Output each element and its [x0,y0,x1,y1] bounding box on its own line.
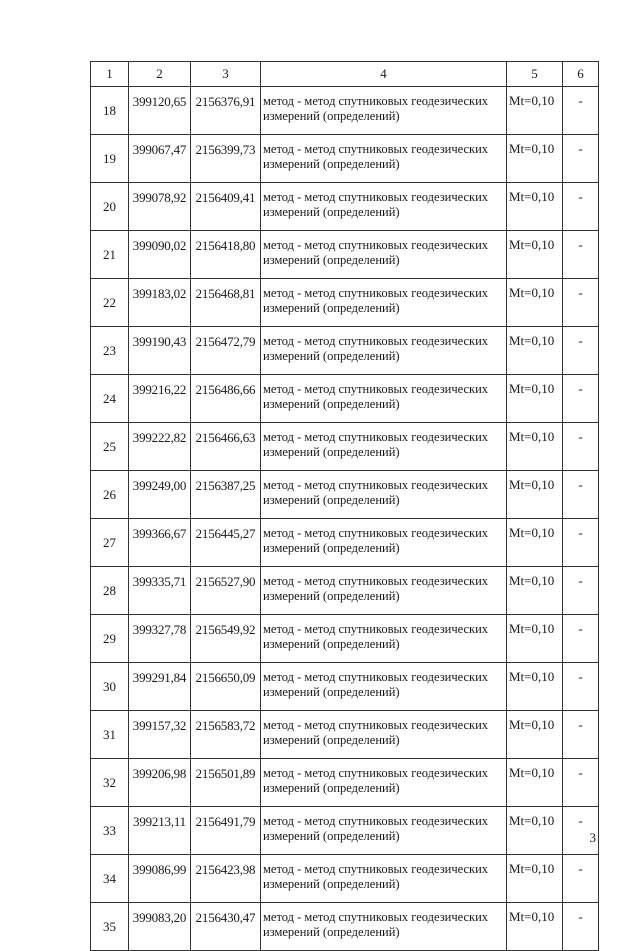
y-coordinate-cell: 2156491,79 [191,807,261,855]
method-cell: метод - метод спутниковых геодезических измерений (определений) [261,231,507,279]
table-row [91,759,599,807]
table-row [91,279,599,327]
accuracy-cell: Mt=0,10 [507,759,563,807]
note-cell: - [563,327,599,375]
accuracy-cell: Mt=0,10 [507,855,563,903]
method-cell: метод - метод спутниковых геодезических измерений (определений) [261,87,507,135]
y-coordinate-cell: 2156399,73 [191,135,261,183]
method-cell: метод - метод спутниковых геодезических измерений (определений) [261,567,507,615]
note-cell: - [563,663,599,711]
note-cell: - [563,375,599,423]
y-coordinate-cell: 2156423,98 [191,855,261,903]
y-coordinate-cell: 2156376,91 [191,87,261,135]
method-cell: метод - метод спутниковых геодезических измерений (определений) [261,711,507,759]
accuracy-cell: Mt=0,10 [507,183,563,231]
method-cell: метод - метод спутниковых геодезических измерений (определений) [261,519,507,567]
y-coordinate-cell: 2156468,81 [191,279,261,327]
accuracy-cell: Mt=0,10 [507,423,563,471]
header-col-5: 5 [507,62,563,87]
method-cell: метод - метод спутниковых геодезических измерений (определений) [261,327,507,375]
accuracy-cell: Mt=0,10 [507,663,563,711]
method-cell: метод - метод спутниковых геодезических измерений (определений) [261,615,507,663]
point-number-cell: 19 [91,135,129,183]
point-number-cell: 33 [91,807,129,855]
table-row [91,87,599,135]
table-row [91,471,599,519]
x-coordinate-cell: 399086,99 [129,855,191,903]
table-row [91,615,599,663]
method-cell: метод - метод спутниковых геодезических измерений (определений) [261,759,507,807]
table-row [91,231,599,279]
x-coordinate-cell: 399083,20 [129,903,191,951]
y-coordinate-cell: 2156430,47 [191,903,261,951]
point-number-cell: 25 [91,423,129,471]
accuracy-cell: Mt=0,10 [507,135,563,183]
table-row [91,375,599,423]
x-coordinate-cell: 399120,65 [129,87,191,135]
x-coordinate-cell: 399183,02 [129,279,191,327]
point-number-cell: 23 [91,327,129,375]
table-row [91,711,599,759]
note-cell: - [563,183,599,231]
header-col-1: 1 [91,62,129,87]
note-cell: - [563,567,599,615]
method-cell: метод - метод спутниковых геодезических измерений (определений) [261,423,507,471]
point-number-cell: 32 [91,759,129,807]
y-coordinate-cell: 2156527,90 [191,567,261,615]
table-row [91,183,599,231]
x-coordinate-cell: 399291,84 [129,663,191,711]
x-coordinate-cell: 399190,43 [129,327,191,375]
note-cell: - [563,471,599,519]
x-coordinate-cell: 399090,02 [129,231,191,279]
accuracy-cell: Mt=0,10 [507,375,563,423]
note-cell: - [563,711,599,759]
note-cell: - [563,615,599,663]
method-cell: метод - метод спутниковых геодезических измерений (определений) [261,279,507,327]
method-cell: метод - метод спутниковых геодезических измерений (определений) [261,855,507,903]
table-row [91,327,599,375]
y-coordinate-cell: 2156445,27 [191,519,261,567]
method-cell: метод - метод спутниковых геодезических измерений (определений) [261,903,507,951]
x-coordinate-cell: 399067,47 [129,135,191,183]
note-cell: - [563,279,599,327]
x-coordinate-cell: 399366,67 [129,519,191,567]
table-row [91,663,599,711]
accuracy-cell: Mt=0,10 [507,615,563,663]
note-cell: - [563,903,599,951]
y-coordinate-cell: 2156418,80 [191,231,261,279]
y-coordinate-cell: 2156650,09 [191,663,261,711]
table-row [91,135,599,183]
x-coordinate-cell: 399249,00 [129,471,191,519]
table-body [91,87,599,951]
point-number-cell: 20 [91,183,129,231]
x-coordinate-cell: 399206,98 [129,759,191,807]
note-cell: - [563,519,599,567]
x-coordinate-cell: 399216,22 [129,375,191,423]
accuracy-cell: Mt=0,10 [507,519,563,567]
accuracy-cell: Mt=0,10 [507,327,563,375]
table-row [91,519,599,567]
x-coordinate-cell: 399157,32 [129,711,191,759]
accuracy-cell: Mt=0,10 [507,807,563,855]
point-number-cell: 22 [91,279,129,327]
point-number-cell: 35 [91,903,129,951]
table-header-row [91,62,599,87]
point-number-cell: 29 [91,615,129,663]
coordinates-table [90,61,599,951]
note-cell: - [563,135,599,183]
y-coordinate-cell: 2156486,66 [191,375,261,423]
accuracy-cell: Mt=0,10 [507,279,563,327]
x-coordinate-cell: 399222,82 [129,423,191,471]
table-row [91,855,599,903]
note-cell: - [563,759,599,807]
point-number-cell: 28 [91,567,129,615]
point-number-cell: 24 [91,375,129,423]
x-coordinate-cell: 399078,92 [129,183,191,231]
table-row [91,423,599,471]
accuracy-cell: Mt=0,10 [507,903,563,951]
y-coordinate-cell: 2156409,41 [191,183,261,231]
accuracy-cell: Mt=0,10 [507,567,563,615]
page-number: 3 [589,830,596,845]
header-col-6: 6 [563,62,599,87]
note-cell: - [563,807,599,855]
table-row [91,567,599,615]
accuracy-cell: Mt=0,10 [507,87,563,135]
point-number-cell: 18 [91,87,129,135]
y-coordinate-cell: 2156472,79 [191,327,261,375]
point-number-cell: 21 [91,231,129,279]
header-col-4: 4 [261,62,507,87]
x-coordinate-cell: 399335,71 [129,567,191,615]
y-coordinate-cell: 2156549,92 [191,615,261,663]
note-cell: - [563,87,599,135]
point-number-cell: 31 [91,711,129,759]
method-cell: метод - метод спутниковых геодезических измерений (определений) [261,471,507,519]
y-coordinate-cell: 2156501,89 [191,759,261,807]
note-cell: - [563,855,599,903]
point-number-cell: 26 [91,471,129,519]
header-col-2: 2 [129,62,191,87]
point-number-cell: 27 [91,519,129,567]
y-coordinate-cell: 2156466,63 [191,423,261,471]
method-cell: метод - метод спутниковых геодезических измерений (определений) [261,135,507,183]
method-cell: метод - метод спутниковых геодезических измерений (определений) [261,663,507,711]
note-cell: - [563,231,599,279]
method-cell: метод - метод спутниковых геодезических измерений (определений) [261,807,507,855]
table-row [91,807,599,855]
method-cell: метод - метод спутниковых геодезических измерений (определений) [261,375,507,423]
x-coordinate-cell: 399213,11 [129,807,191,855]
point-number-cell: 34 [91,855,129,903]
accuracy-cell: Mt=0,10 [507,231,563,279]
y-coordinate-cell: 2156583,72 [191,711,261,759]
accuracy-cell: Mt=0,10 [507,471,563,519]
point-number-cell: 30 [91,663,129,711]
header-col-3: 3 [191,62,261,87]
note-cell: - [563,423,599,471]
table-row [91,903,599,951]
y-coordinate-cell: 2156387,25 [191,471,261,519]
method-cell: метод - метод спутниковых геодезических измерений (определений) [261,183,507,231]
accuracy-cell: Mt=0,10 [507,711,563,759]
x-coordinate-cell: 399327,78 [129,615,191,663]
